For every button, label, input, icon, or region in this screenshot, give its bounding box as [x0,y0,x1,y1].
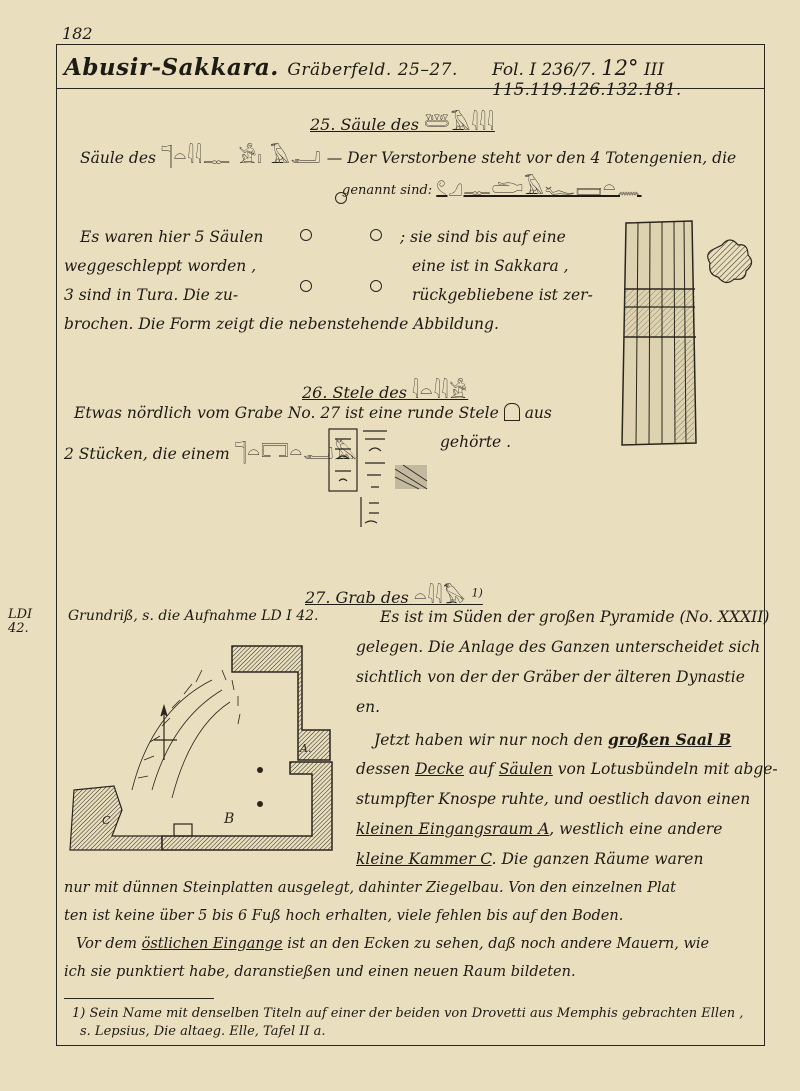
page-number: 182 [62,24,93,43]
westlich-text: , westlich eine andere [549,820,723,838]
plan-wall [70,786,162,850]
header-vol: 12° [601,56,639,80]
section-26-line1 [74,403,552,422]
section-26-l1b: aus [524,404,552,422]
header-refs [492,56,800,100]
plan-wall [232,646,330,760]
lotus-text: von Lotusbündeln mit abge- [557,760,778,778]
section-26-l2b: gehörte . [440,433,512,451]
circle-mark [335,192,347,204]
section-27-steinplatten: nur mit dünnen Steinplatten ausgelegt, dahinter Ziegelbau. Von den einzelnen Plat [64,880,677,896]
footnote-line2: s. Lepsius, Die altaeg. Elle, Tafel II a. [80,1024,326,1039]
header-site-title: Abusir-Sakkara. [64,54,279,81]
column-position-mark [300,280,312,292]
raeume-text: . Die ganzen Räume waren [491,850,704,868]
section-25-title [310,104,495,137]
section-27-line2: gelegen. Die Anlage des Ganzen unterscheidet sich [356,638,761,656]
header-section: Gräberfeld. 25–27. [287,60,458,80]
section-27-title-glyphs: 𓏏𓇋𓇋𓅃 [413,584,467,608]
section-25-line2 [342,168,642,201]
jetzt-text: Jetzt haben wir nur noch den [374,731,604,749]
section-25-line2-glyphs: 𓏲𓈎𓊃𓂧𓄿𓆑𓈙𓏏𓈖 [436,175,642,199]
section-27-eingangsraum [356,820,722,838]
footnote-line1: 1) Sein Name mit denselben Titeln auf einer der beiden von Drovetti aus Memphis gebrachten Ellen , [72,1006,744,1021]
round-stele-icon [504,403,520,421]
section-25-p2: weggeschleppt worden , [64,257,257,275]
header-rest: III 115.119.126.132.181. [492,60,682,100]
section-26-l1: Etwas nördlich vom Grabe No. 27 ist eine runde Stele [74,404,499,422]
section-25-p1b: ; sie sind bis auf eine [400,228,566,246]
section-27-kammer [356,850,703,868]
section-27-title [305,577,483,610]
column-position-mark [370,229,382,241]
section-25-title-glyphs: 𓆷𓄿𓇋𓇋𓇋 [424,111,495,135]
section-27-decke [356,760,778,778]
footnote-rule [64,998,214,999]
grundriss-caption: Grundriß, s. die Aufnahme LD I 42. [68,608,319,624]
section-25-title-text: 25. Säule des [310,115,419,134]
mauern-text: ist an den Ecken zu sehen, daß noch andere Mauern, wie [287,936,710,952]
section-25-line2-lead: genannt sind: [342,183,433,198]
plan-label-b: B [224,811,235,827]
section-27-jetzt [374,730,731,749]
north-arrow-icon [154,706,177,760]
eingangsraum-a-label: kleinen Eingangsraum A [356,820,550,838]
margin-note-l2: 42. [8,621,29,636]
hieroglyph-block [325,425,435,535]
section-26-title [302,372,468,405]
section-26-title-glyphs: 𓇋𓏏𓇋𓇋𓀀 [412,379,469,403]
saeulen-text: Säulen [498,760,553,778]
footnote-mark: 1) [471,586,483,600]
column-band [625,289,695,337]
auf-text: auf [468,760,494,778]
section-25-p3: 3 sind in Tura. Die zu- [64,286,239,304]
margin-note-l1: LDI [8,607,33,622]
section-25-tail: — Der Verstorbene steht vor den 4 Totengenien, die [326,149,737,167]
dessen-text: dessen [356,760,411,778]
section-27-eingange [76,936,709,952]
section-27-line4: en. [356,698,381,716]
section-26-glyphs: 𓊹𓏏𓉐𓏏𓂝𓅓 [234,440,358,464]
column-illustration [612,215,762,450]
section-27-title-text: 27. Grab des [305,588,409,607]
oestlicher-eingang-text: östlichen Eingange [141,936,283,952]
section-25-p4: brochen. Die Form zeigt die nebenstehende Abbildung. [64,315,499,333]
plan-wall [162,762,332,850]
section-27-raum: ich sie punktiert habe, daranstießen und einen neuen Raum bildeten. [64,964,576,980]
column-position-mark [370,280,382,292]
column-position-mark [300,229,312,241]
plan-label-a: A. [300,742,312,755]
section-26-l2: 2 Stücken, die einem [64,445,230,463]
column-base-icon [257,767,263,773]
section-25-line1 [80,137,736,170]
kammer-c-label: kleine Kammer C [356,850,492,868]
section-27-line1: Es ist im Süden der großen Pyramide (No. XXXII) [380,608,770,626]
header-fol: Fol. I 236/7. [492,60,596,80]
section-25-lead: Säule des [80,149,156,167]
plan-doorway [174,824,192,836]
section-25-p1: Es waren hier 5 Säulen [80,228,264,246]
plan-label-c: C [102,814,111,827]
column-base-icon [257,801,263,807]
section-27-fuss: ten ist keine über 5 bis 6 Fuß hoch erhalten, viele fehlen bis auf den Boden. [64,908,624,924]
section-25-glyphs: 𓊹𓏏𓇋𓇋𓊃 𓀀𓏤 𓄿𓂝 [160,144,322,168]
vor-dem-text: Vor dem [76,936,138,952]
section-27-line3: sichtlich von der der Gräber der älteren Dynastie [356,668,745,686]
tomb-floor-plan [62,640,347,865]
section-26-line2 [64,433,358,466]
saal-b-label: großen Saal B [607,730,732,749]
header-site [64,54,458,81]
section-25-p3b: rückgebliebene ist zer- [412,286,593,304]
decke-text: Decke [415,760,464,778]
column-section-icon [708,240,752,283]
plan-rubble [132,670,240,798]
margin-note [8,608,32,636]
section-27-knospe: stumpfter Knospe ruhte, und oestlich davon einen [356,790,751,808]
section-26-title-text: 26. Stele des [302,383,407,402]
section-25-p2b: eine ist in Sakkara , [412,257,569,275]
